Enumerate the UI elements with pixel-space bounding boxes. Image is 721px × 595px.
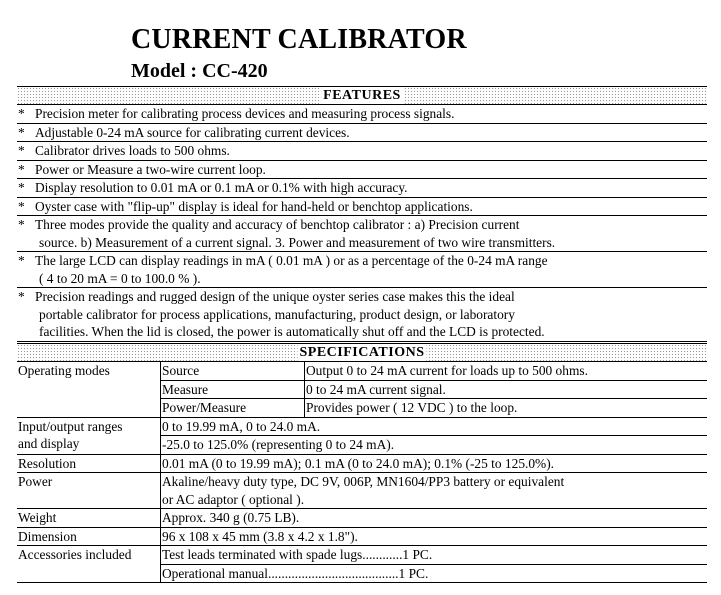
feature-text-continued: facilities. When the lid is closed, the power is automatically shut off and the LCD is protected. — [39, 324, 545, 339]
feature-item — [17, 198, 707, 217]
features-header-band — [17, 86, 707, 105]
feature-item — [17, 105, 707, 124]
spec-value-power: Akaline/heavy duty type, DC 9V, 006P, MN1604/PP3 battery or equivalent — [162, 474, 565, 489]
spec-value-accessories: Test leads terminated with spade lugs............1 PC. — [161, 546, 708, 565]
table-row — [17, 527, 707, 546]
table-row — [17, 473, 707, 509]
feature-item — [17, 179, 707, 198]
feature-text: Precision meter for calibrating process devices and measuring process signals. — [35, 106, 455, 121]
feature-item — [17, 142, 707, 161]
feature-text-continued: portable calibrator for process applications, manufacturing, product design, or laboratory — [39, 306, 515, 322]
features-heading: FEATURES — [323, 88, 401, 103]
spec-value-input-output: 0 to 19.99 mA, 0 to 24.0 mA. — [161, 418, 707, 437]
mode-description: 0 to 24 mA current signal. — [305, 380, 708, 399]
feature-item — [17, 124, 707, 143]
spec-label-input-output-continued: and display — [18, 436, 80, 451]
feature-item — [17, 252, 707, 288]
table-row — [17, 399, 707, 418]
table-row — [17, 380, 707, 399]
spec-label-weight: Weight — [17, 509, 161, 528]
table-row — [17, 564, 707, 583]
feature-text: Power or Measure a two-wire current loop. — [35, 161, 266, 177]
table-row — [17, 417, 707, 454]
feature-text: Precision readings and rugged design of the unique oyster series case makes this the ideal — [35, 289, 515, 304]
spec-value-input-output: -25.0 to 125.0% (representing 0 to 24 mA). — [162, 437, 395, 452]
table-row — [17, 454, 707, 473]
mode-description: Output 0 to 24 mA current for loads up to 500 ohms. — [305, 362, 708, 380]
bullet-asterisk: * — [18, 253, 25, 268]
feature-text: Oyster case with "flip-up" display is ideal for hand-held or benchtop applications. — [35, 198, 473, 214]
feature-item — [17, 161, 707, 180]
spec-value-accessories: Operational manual.......................................1 PC. — [161, 564, 708, 583]
table-row — [17, 509, 707, 528]
specifications-table — [17, 362, 707, 583]
specifications-section — [17, 343, 707, 583]
bullet-asterisk: * — [18, 161, 25, 177]
model-number: Model : CC-420 — [131, 60, 268, 82]
spec-label-power: Power — [17, 473, 161, 509]
spec-value-power: or AC adaptor ( optional ). — [162, 491, 305, 507]
feature-item — [17, 216, 707, 252]
spec-value-weight: Approx. 340 g (0.75 LB). — [161, 509, 708, 528]
feature-text: The large LCD can display readings in mA ( 0.01 mA ) or as a percentage of the 0-24 mA range — [35, 253, 548, 268]
table-row — [17, 362, 707, 380]
bullet-asterisk: * — [18, 217, 25, 232]
spec-value-dimension: 96 x 108 x 45 mm (3.8 x 4.2 x 1.8"). — [161, 527, 708, 546]
feature-text: Calibrator drives loads to 500 ohms. — [35, 143, 230, 158]
bullet-asterisk: * — [18, 124, 25, 140]
feature-text-continued: source. b) Measurement of a current signal. 3. Power and measurement of two wire transmitters. — [39, 234, 556, 250]
mode-name: Source — [161, 362, 305, 380]
specifications-header-band — [17, 343, 707, 362]
specifications-heading: SPECIFICATIONS — [299, 345, 425, 360]
bullet-asterisk: * — [18, 106, 25, 121]
spec-label-input-output: Input/output ranges — [18, 418, 123, 434]
bullet-asterisk: * — [18, 180, 25, 195]
feature-text: Display resolution to 0.01 mA or 0.1 mA or 0.1% with high accuracy. — [35, 180, 408, 195]
table-row — [17, 546, 707, 565]
spec-label-accessories: Accessories included — [17, 546, 161, 565]
mode-description: Provides power ( 12 VDC ) to the loop. — [305, 399, 708, 418]
spec-value-resolution: 0.01 mA (0 to 19.99 mA); 0.1 mA (0 to 24.0 mA); 0.1% (-25 to 125.0%). — [161, 454, 708, 473]
bullet-asterisk: * — [18, 198, 25, 214]
feature-text: Adjustable 0-24 mA source for calibrating current devices. — [35, 124, 350, 140]
page-title: CURRENT CALIBRATOR — [131, 24, 467, 55]
mode-name: Measure — [161, 380, 305, 399]
feature-item — [17, 288, 707, 342]
spec-label-resolution: Resolution — [17, 454, 161, 473]
spec-label-dimension: Dimension — [17, 527, 161, 546]
features-section — [17, 86, 707, 342]
bullet-asterisk: * — [18, 289, 25, 304]
feature-text: Three modes provide the quality and accuracy of benchtop calibrator : a) Precision current — [35, 217, 520, 232]
feature-text-continued: ( 4 to 20 mA = 0 to 100.0 % ). — [39, 270, 201, 286]
bullet-asterisk: * — [18, 143, 25, 158]
mode-name: Power/Measure — [161, 399, 305, 418]
spec-label-operating-modes: Operating modes — [17, 362, 161, 380]
